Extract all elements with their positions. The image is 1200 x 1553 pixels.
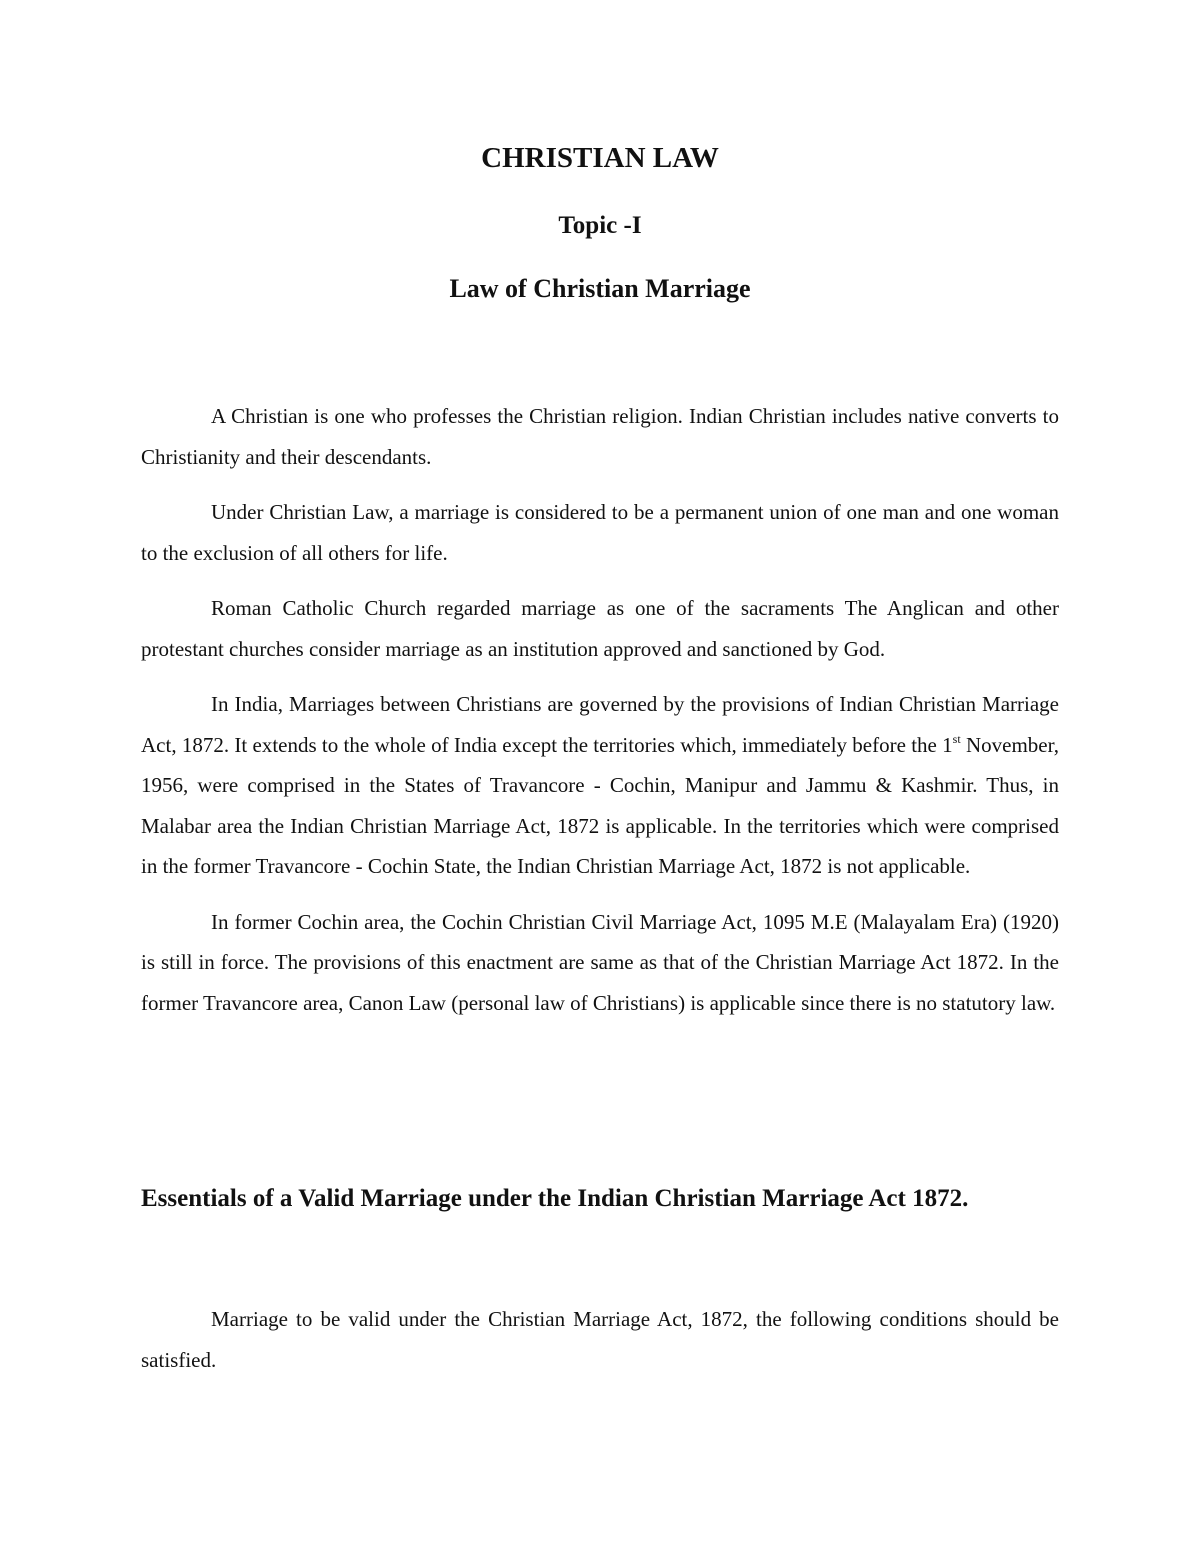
document-subtitle: Law of Christian Marriage <box>449 274 751 303</box>
paragraph-union: Under Christian Law, a marriage is considered to be a permanent union of one man and one woman to the exclusion of all others for life. <box>141 500 1059 565</box>
paragraph-cochin: In former Cochin area, the Cochin Christian Civil Marriage Act, 1095 M.E (Malayalam Era) (1920) is still in force. The provisions of this enactment are same as that of the Christian Marriage Act 1872. In the former Travancore area, Canon Law (personal law of Christians) is applicable since there is no statutory law. <box>141 909 1059 1015</box>
paragraph-conditions: Marriage to be valid under the Christian Marriage Act, 1872, the following conditions should be satisfied. <box>141 1307 1059 1372</box>
paragraph-definition: A Christian is one who professes the Christian religion. Indian Christian includes native converts to Christianity and their descendants. <box>141 404 1059 469</box>
section-heading: Essentials of a Valid Marriage under the Indian Christian Marriage Act 1872. <box>141 1185 969 1212</box>
document-title: CHRISTIAN LAW <box>481 142 719 174</box>
paragraph-churches: Roman Catholic Church regarded marriage as one of the sacraments The Anglican and other protestant churches consider marriage as an institution approved and sanctioned by God. <box>141 596 1059 661</box>
ordinal-superscript: st <box>952 731 961 746</box>
body-text <box>141 396 1059 1038</box>
topic-label: Topic -I <box>558 212 642 239</box>
paragraph-india-part2: November, 1956, were comprised in the States of Travancore - Cochin, Manipur and Jammu & Kashmir. Thus, in Malabar area the Indian Christian Marriage Act, 1872 is applicable. In the territories which were comprised in the former Travancore - Cochin State, the Indian Christian Marriage Act, 1872 is not applicable. <box>141 732 1059 878</box>
paragraph-india <box>141 684 1059 887</box>
paragraph-india-part1: In India, Marriages between Christians are governed by the provisions of Indian Christian Marriage Act, 1872. It extends to the whole of India except the territories which, immediately before the 1 <box>141 692 1059 757</box>
